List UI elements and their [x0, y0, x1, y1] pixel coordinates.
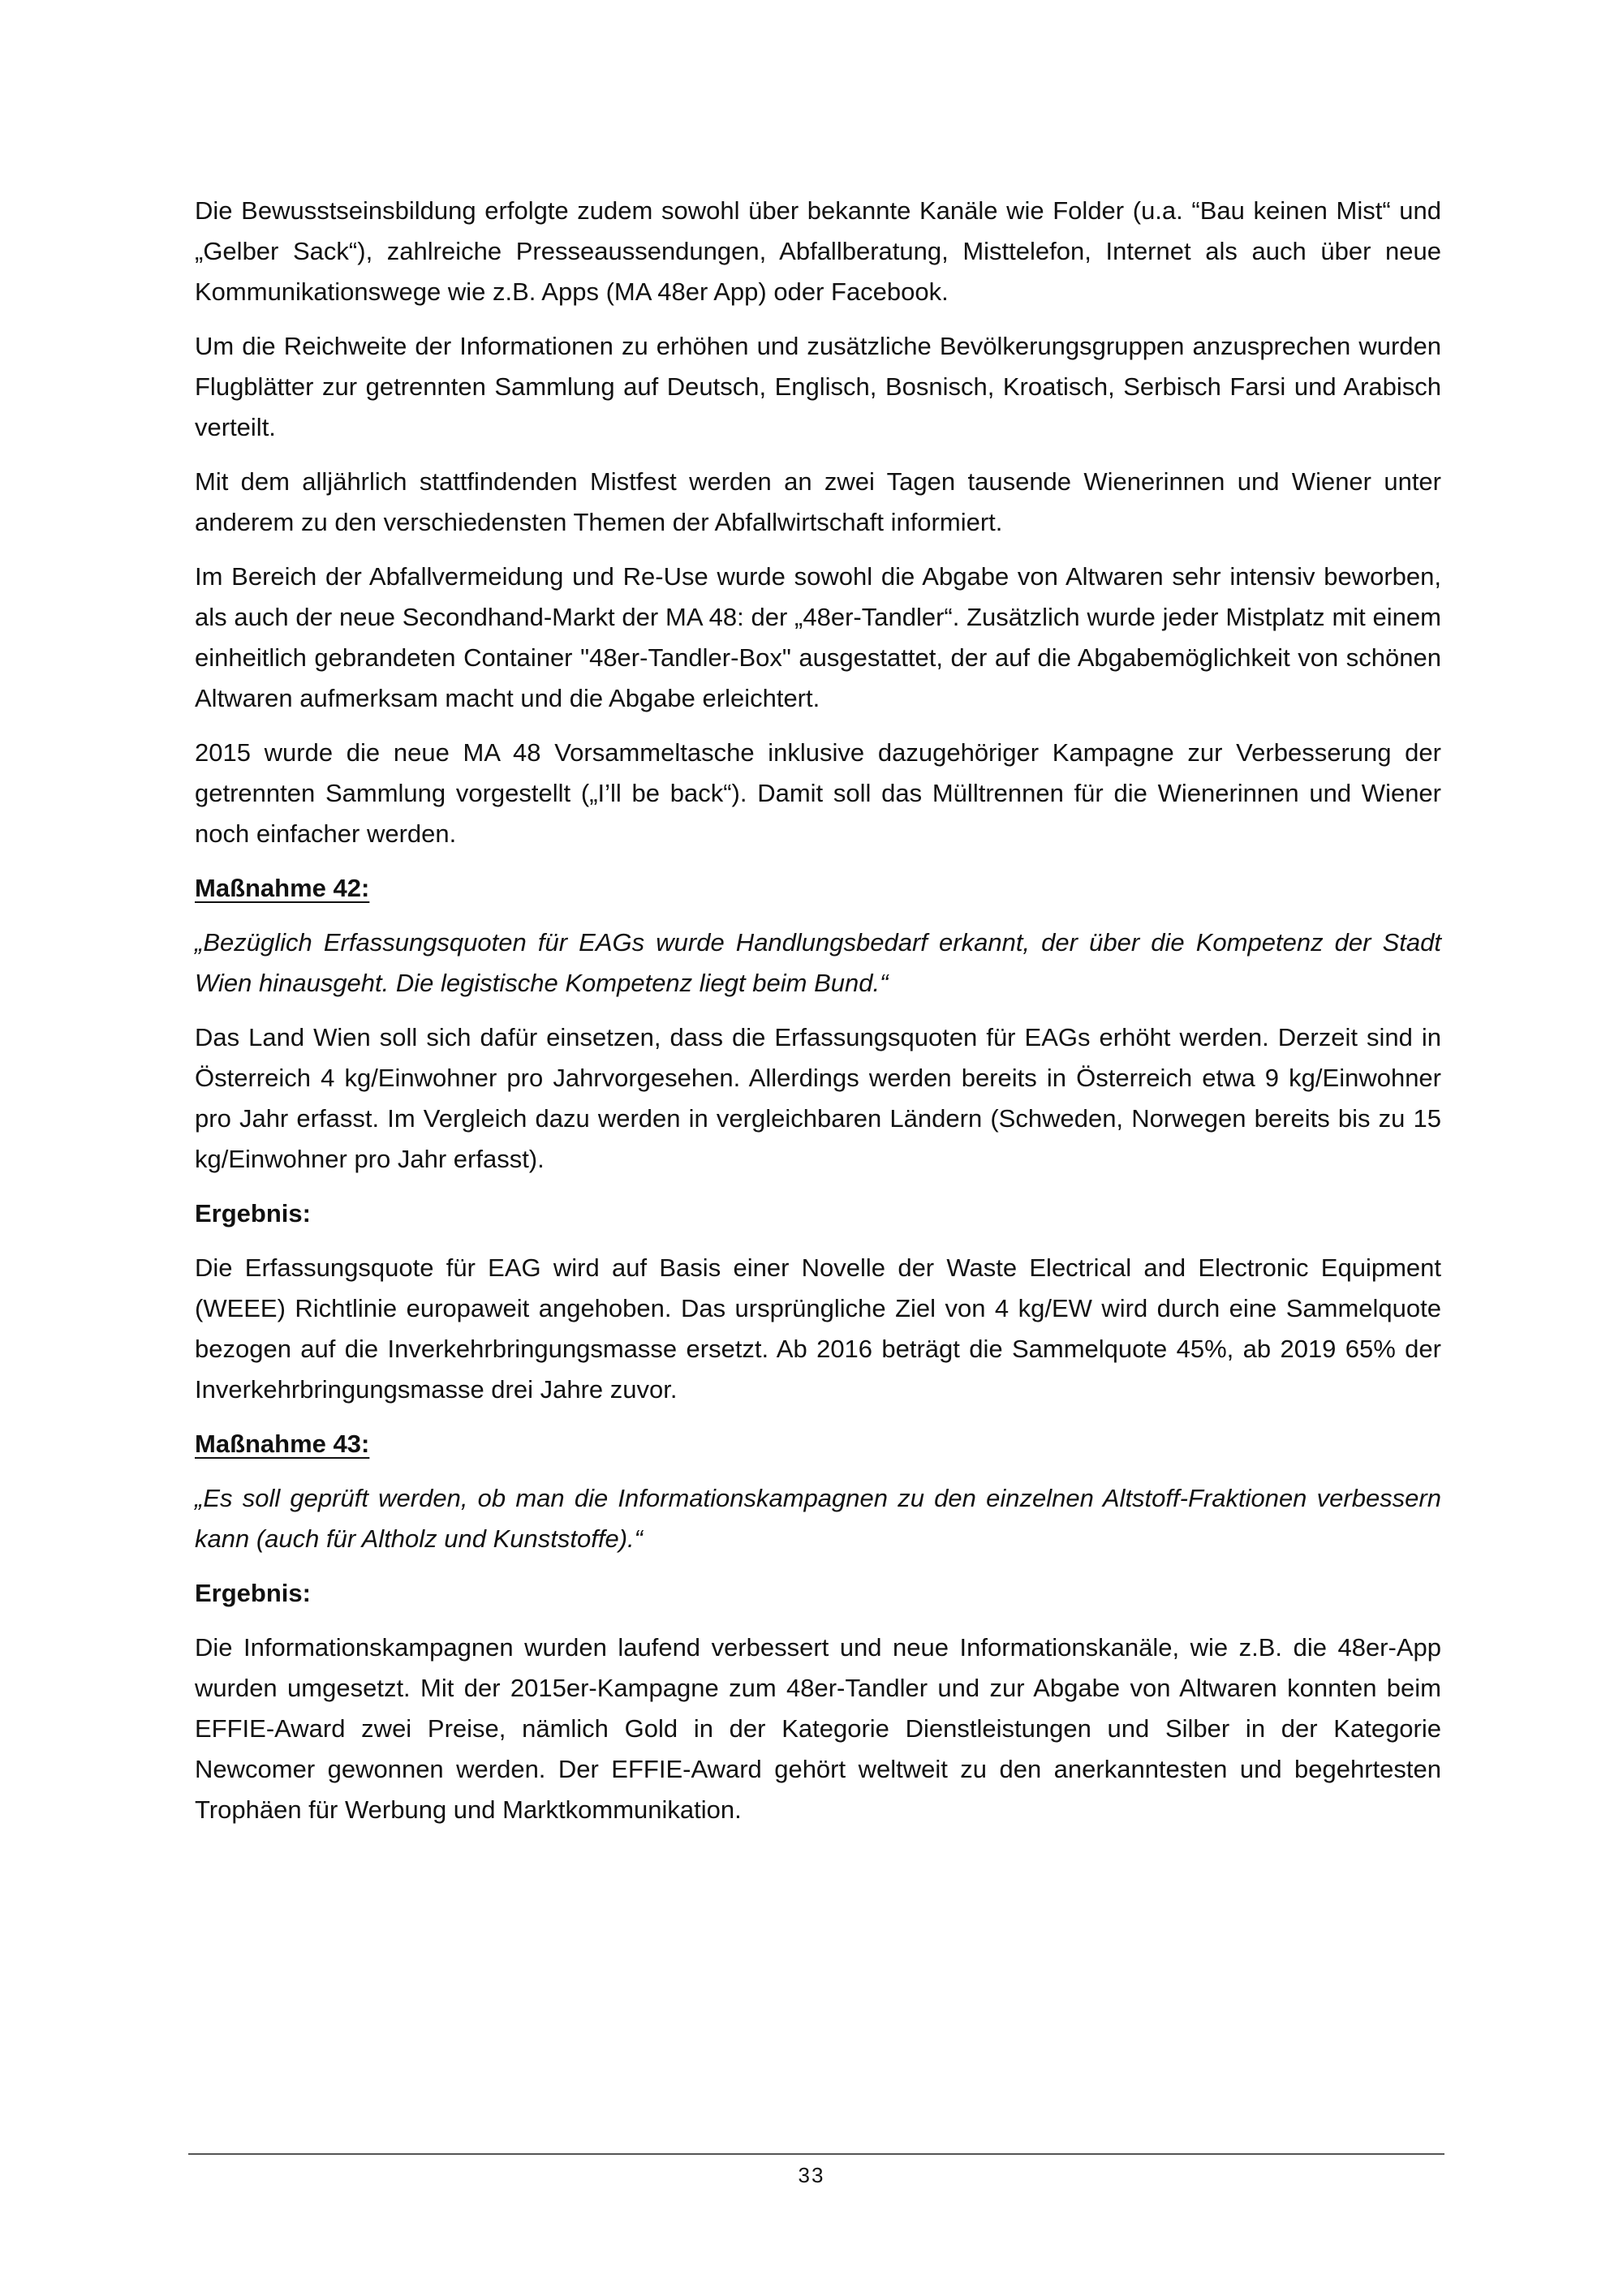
quote-massnahme-42: „Bezüglich Erfassungsquoten für EAGs wurde Handlungsbedarf erkannt, der über die Kompetenz der Stadt Wien hinausgeht. Die legistische Kompetenz liegt beim Bund.“	[195, 928, 1441, 997]
page-number: 33	[798, 2163, 825, 2187]
paragraph-ergebnis-43: Die Informationskampagnen wurden laufend verbessert und neue Informationskanäle, wie z.B. die 48er-App wurden umgesetzt. Mit der 2015er-Kampagne zum 48er-Tandler und zur Abgabe von Altwaren konnten beim EFFIE-Award zwei Preise, nämlich Gold in der Kategorie Dienstleistungen und Silber in der Kategorie Newcomer gewonnen werden. Der EFFIE-Award gehört weltweit zu den anerkanntesten und begehrtesten Trophäen für Werbung und Marktkommunikation.	[195, 1633, 1441, 1824]
quote-massnahme-43: „Es soll geprüft werden, ob man die Informationskampagnen zu den einzelnen Altstoff-Fraktionen verbessern kann (auch für Altholz und Kunststoffe).“	[195, 1484, 1441, 1553]
paragraph-vorsammeltasche: 2015 wurde die neue MA 48 Vorsammeltasche inklusive dazugehöriger Kampagne zur Verbesserung der getrennten Sammlung vorgestellt („I’ll be back“). Damit soll das Mülltrennen für die Wienerinnen und Wiener noch einfacher werden.	[195, 738, 1441, 848]
footer-divider	[188, 2153, 1444, 2155]
paragraph-multilingual-flyers: Um die Reichweite der Informationen zu erhöhen und zusätzliche Bevölkerungsgruppen anzusprechen wurden Flugblätter zur getrennten Sammlung auf Deutsch, Englisch, Bosnisch, Kroatisch, Serbisch Farsi und Arabisch verteilt.	[195, 332, 1441, 441]
paragraph-massnahme-42-body: Das Land Wien soll sich dafür einsetzen, dass die Erfassungsquoten für EAGs erhöht werden. Derzeit sind in Österreich 4 kg/Einwohner pro Jahrvorgesehen. Allerdings werden bereits in Österreich etwa 9 kg/Einwohner pro Jahr erfasst. Im Vergleich dazu werden in vergleichbaren Ländern (Schweden, Norwegen bereits bis zu 15 kg/Einwohner pro Jahr erfasst).	[195, 1023, 1441, 1173]
paragraph-awareness-channels: Die Bewusstseinsbildung erfolgte zudem sowohl über bekannte Kanäle wie Folder (u.a. “Bau keinen Mist“ und „Gelber Sack“), zahlreiche Presseaussendungen, Abfallberatung, Misttelefon, Internet als auch über neue Kommunikationswege wie z.B. Apps (MA 48er App) oder Facebook.	[195, 196, 1441, 306]
paragraph-reuse-tandler: Im Bereich der Abfallvermeidung und Re-Use wurde sowohl die Abgabe von Altwaren sehr intensiv beworben, als auch der neue Secondhand-Markt der MA 48: der „48er-Tandler“. Zusätzlich wurde jeder Mistplatz mit einem einheitlich gebrandeten Container "48er-Tandler-Box" ausgestattet, der auf die Abgabemöglichkeit von schönen Altwaren aufmerksam macht und die Abgabe erleichtert.	[195, 562, 1441, 712]
paragraph-mistfest: Mit dem alljährlich stattfindenden Mistfest werden an zwei Tagen tausende Wienerinnen und Wiener unter anderem zu den verschiedensten Themen der Abfallwirtschaft informiert.	[195, 467, 1441, 536]
heading-ergebnis-43: Ergebnis:	[195, 1579, 311, 1607]
heading-massnahme-42: Maßnahme 42:	[195, 874, 370, 902]
heading-massnahme-43: Maßnahme 43:	[195, 1430, 370, 1458]
heading-ergebnis-42: Ergebnis:	[195, 1199, 311, 1228]
paragraph-ergebnis-42: Die Erfassungsquote für EAG wird auf Basis einer Novelle der Waste Electrical and Electronic Equipment (WEEE) Richtlinie europaweit angehoben. Das ursprüngliche Ziel von 4 kg/EW wird durch eine Sammelquote bezogen auf die Inverkehrbringungsmasse ersetzt. Ab 2016 beträgt die Sammelquote 45%, ab 2019 65% der Inverkehrbringungsmasse drei Jahre zuvor.	[195, 1253, 1441, 1404]
page-body	[195, 191, 1441, 1844]
